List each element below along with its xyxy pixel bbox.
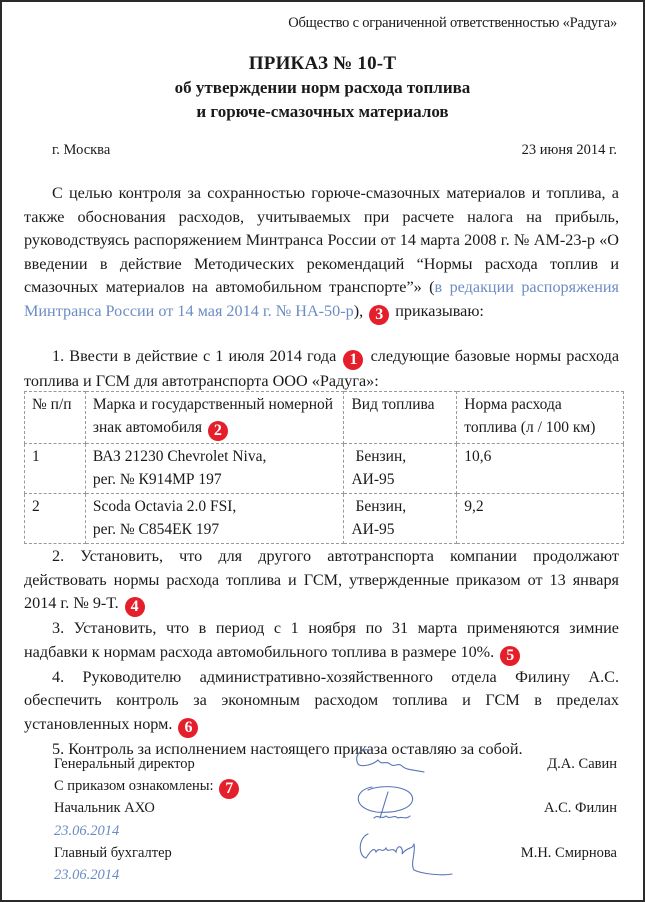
item-2-paragraph (24, 545, 619, 617)
intro-order-word: приказываю: (395, 301, 484, 320)
acquainted-label: С приказом ознакомлены: (54, 778, 214, 795)
fuel-grade: АИ-95 (351, 471, 395, 488)
cell-car (85, 494, 344, 544)
car-reg-number: рег. № С854ЕК 197 (92, 521, 220, 538)
annotation-badge-1: 1 (343, 350, 363, 370)
table-row (25, 444, 624, 494)
acquainted-row (54, 775, 617, 797)
aho-row (54, 797, 617, 819)
acquainted-label-wrap (54, 775, 241, 797)
item-1-paragraph (24, 345, 619, 394)
director-title: Генеральный директор (54, 756, 195, 772)
item-4-text: 4. Руководителю административно-хозяйственного отдела Филину А.С. обеспечить контроль за экономным расходом топлива и ГСМ в пределах установленных норм. (24, 667, 619, 733)
items-2-5 (24, 545, 619, 762)
accountant-name: М.Н. Смирнова (520, 844, 617, 861)
item-1-text-cont: следующие базовые нормы расхода топлива и ГСМ для автотранспорта ООО «Радуга»: (24, 347, 620, 390)
aho-title: Начальник АХО (54, 800, 155, 817)
cell-num: 1 (25, 444, 86, 494)
cell-norm: 10,6 (457, 444, 624, 494)
annotation-badge-4: 4 (125, 597, 145, 617)
place-date-row (52, 142, 617, 159)
header-norm: Норма расхода топлива (л / 100 км) (457, 392, 624, 444)
amendment-reference-link[interactable]: в редакции распоряжения Минтранса России от 14 мая 2014 г. № НА-50-р (24, 278, 620, 320)
header-num: № п/п (25, 392, 86, 444)
signatures-block (54, 753, 617, 886)
aho-name: А.С. Филин (544, 800, 617, 817)
header-car (85, 392, 344, 444)
item-3-paragraph (24, 617, 619, 666)
director-name: Д.А. Савин (547, 756, 617, 772)
table-header-row (25, 392, 624, 444)
annotation-badge-2: 2 (208, 421, 228, 441)
intro-text-after-link: ), (353, 301, 364, 320)
header-fuel: Вид топлива (344, 392, 457, 444)
accountant-row (54, 842, 617, 864)
intro-paragraph (24, 182, 619, 325)
annotation-badge-6: 6 (178, 718, 198, 738)
table-row (25, 494, 624, 544)
item-1-text: 1. Ввести в действие с 1 июля 2014 года (52, 347, 337, 365)
aho-sign-date: 23.06.2014 (54, 822, 120, 839)
document-title: ПРИКАЗ № 10-Т (248, 53, 397, 74)
cell-fuel (344, 444, 457, 494)
car-model: Scoda Octavia 2.0 FSI, (92, 498, 237, 515)
document-subtitle-line2: и горюче-смазочных материалов (196, 102, 449, 121)
annotation-badge-5: 5 (500, 646, 520, 666)
accountant-title: Главный бухгалтер (54, 844, 172, 861)
organization-name: Общество с ограниченной ответственностью «Радуга» (288, 15, 617, 31)
item-2-text: 2. Установить, что для другого автотранспорта компании продолжают действовать нормы расхода топлива и ГСМ, утвержденные приказом от 13 января 2014 г. № 9-Т. (24, 547, 619, 613)
document-date: 23 июня 2014 г. (521, 142, 617, 158)
document-place: г. Москва (52, 142, 111, 158)
cell-norm: 9,2 (457, 494, 624, 544)
document-subtitle-line1: об утверждении норм расхода топлива (174, 78, 471, 97)
accountant-date-row (54, 864, 617, 886)
header-car-label: Марка и государственный номерной знак автомобиля (92, 396, 334, 436)
director-row (54, 753, 617, 775)
cell-fuel (344, 494, 457, 544)
fuel-type: Бензин, (355, 448, 407, 465)
fuel-grade: АИ-95 (351, 521, 395, 538)
item-4-paragraph (24, 666, 619, 738)
car-reg-number: рег. № К914МР 197 (92, 471, 222, 488)
accountant-sign-date: 23.06.2014 (54, 866, 120, 883)
cell-car (85, 444, 344, 494)
item-5-paragraph: 5. Контроль за исполнением настоящего приказа оставляю за собой. (52, 739, 523, 758)
intro-text: С целью контроля за сохранностью горюче-смазочных материалов и топлива, а также обоснования расходов, учитываемых при расчете налога на прибыль, руководствуясь распоряжением Минтранса России от 14 марта 2008 г. № АМ-23-р «О введении в действие Методических рекомендаций “Нормы расхода топлив и смазочных материалов на автомобильном транспорте”» ( (24, 184, 619, 297)
item-3-text: 3. Установить, что в период с 1 ноября по 31 марта применяются зимние надбавки к нормам расхода автомобильного топлива в размере 10%. (24, 619, 619, 661)
fuel-type: Бензин, (355, 498, 407, 515)
fuel-norms-table (24, 391, 624, 544)
cell-num: 2 (25, 494, 86, 544)
document-title-block (2, 52, 643, 124)
annotation-badge-7: 7 (219, 779, 239, 799)
car-model: ВАЗ 21230 Chevrolet Niva, (92, 448, 267, 465)
annotation-badge-3: 3 (369, 305, 389, 325)
aho-date-row (54, 820, 617, 842)
